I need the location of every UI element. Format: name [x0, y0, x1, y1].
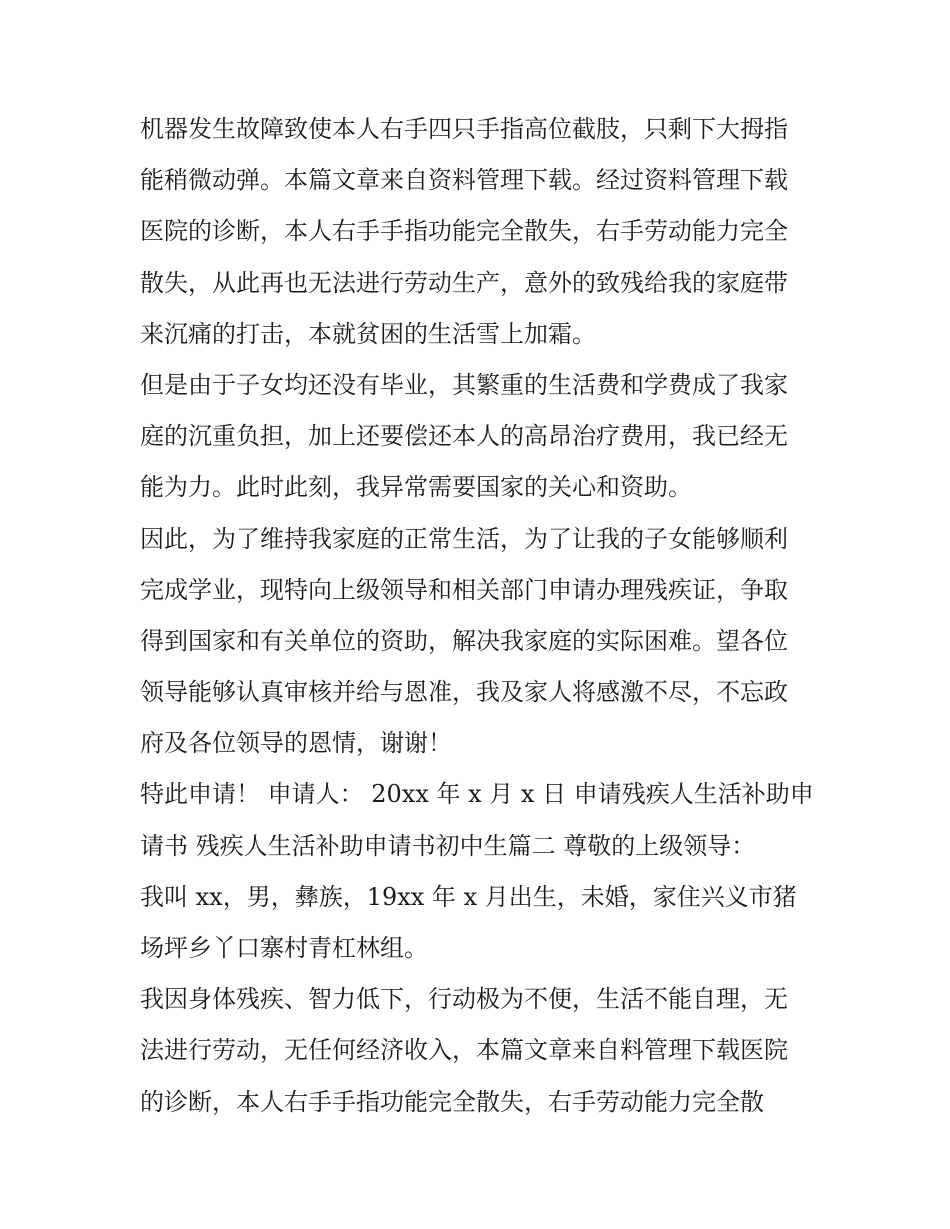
- text-line: 但是由于子女均还没有毕业，其繁重的生活费和学费成了我家: [140, 370, 788, 399]
- text-line: 我叫 xx，男，彝族，19xx 年 x 月出生，未婚，家住兴义市猪: [140, 882, 797, 911]
- text-line: 完成学业，现特向上级领导和相关部门申请办理残疾证，争取: [140, 575, 788, 604]
- text-line: 场坪乡丫口寨村青杠林组。: [140, 934, 428, 962]
- text-line: 能稍微动弹。本篇文章来自资料管理下载。经过资料管理下载: [140, 166, 788, 195]
- text-line: 法进行劳动，无任何经济收入，本篇文章来自料管理下载医院: [140, 1036, 788, 1065]
- text-line: 府及各位领导的恩情，谢谢！: [140, 729, 452, 758]
- text-line: 散失，从此再也无法进行劳动生产，意外的致残给我的家庭带: [140, 268, 788, 297]
- text-line: 机器发生故障致使本人右手四只手指高位截肢，只剩下大拇指: [140, 115, 788, 143]
- text-line: 领导能够认真审核并给与恩准，我及家人将感激不尽，不忘政: [140, 678, 788, 707]
- text-line: 庭的沉重负担，加上还要偿还本人的高昂治疗费用，我已经无: [140, 422, 788, 451]
- document-body: [140, 104, 820, 1128]
- text-line: 特此申请！ 申请人： 20xx 年 x 月 x 日 申请残疾人生活补助申: [140, 780, 814, 809]
- text-line: 医院的诊断，本人右手手指功能完全散失，右手劳动能力完全: [140, 217, 788, 246]
- text-line: 得到国家和有关单位的资助，解决我家庭的实际困难。望各位: [140, 626, 788, 655]
- text-line: 的诊断，本人右手手指功能完全散失，右手劳动能力完全散: [140, 1087, 764, 1116]
- text-line: 来沉痛的打击，本就贫困的生活雪上加霜。: [140, 319, 596, 348]
- text-line: 我因身体残疾、智力低下，行动极为不便，生活不能自理，无: [140, 985, 788, 1014]
- text-line: 请书 残疾人生活补助申请书初中生篇二 尊敬的上级领导：: [140, 831, 756, 860]
- text-line: 因此，为了维持我家庭的正常生活，为了让我的子女能够顺利: [140, 524, 788, 553]
- text-line: 能为力。此时此刻，我异常需要国家的关心和资助。: [140, 473, 692, 502]
